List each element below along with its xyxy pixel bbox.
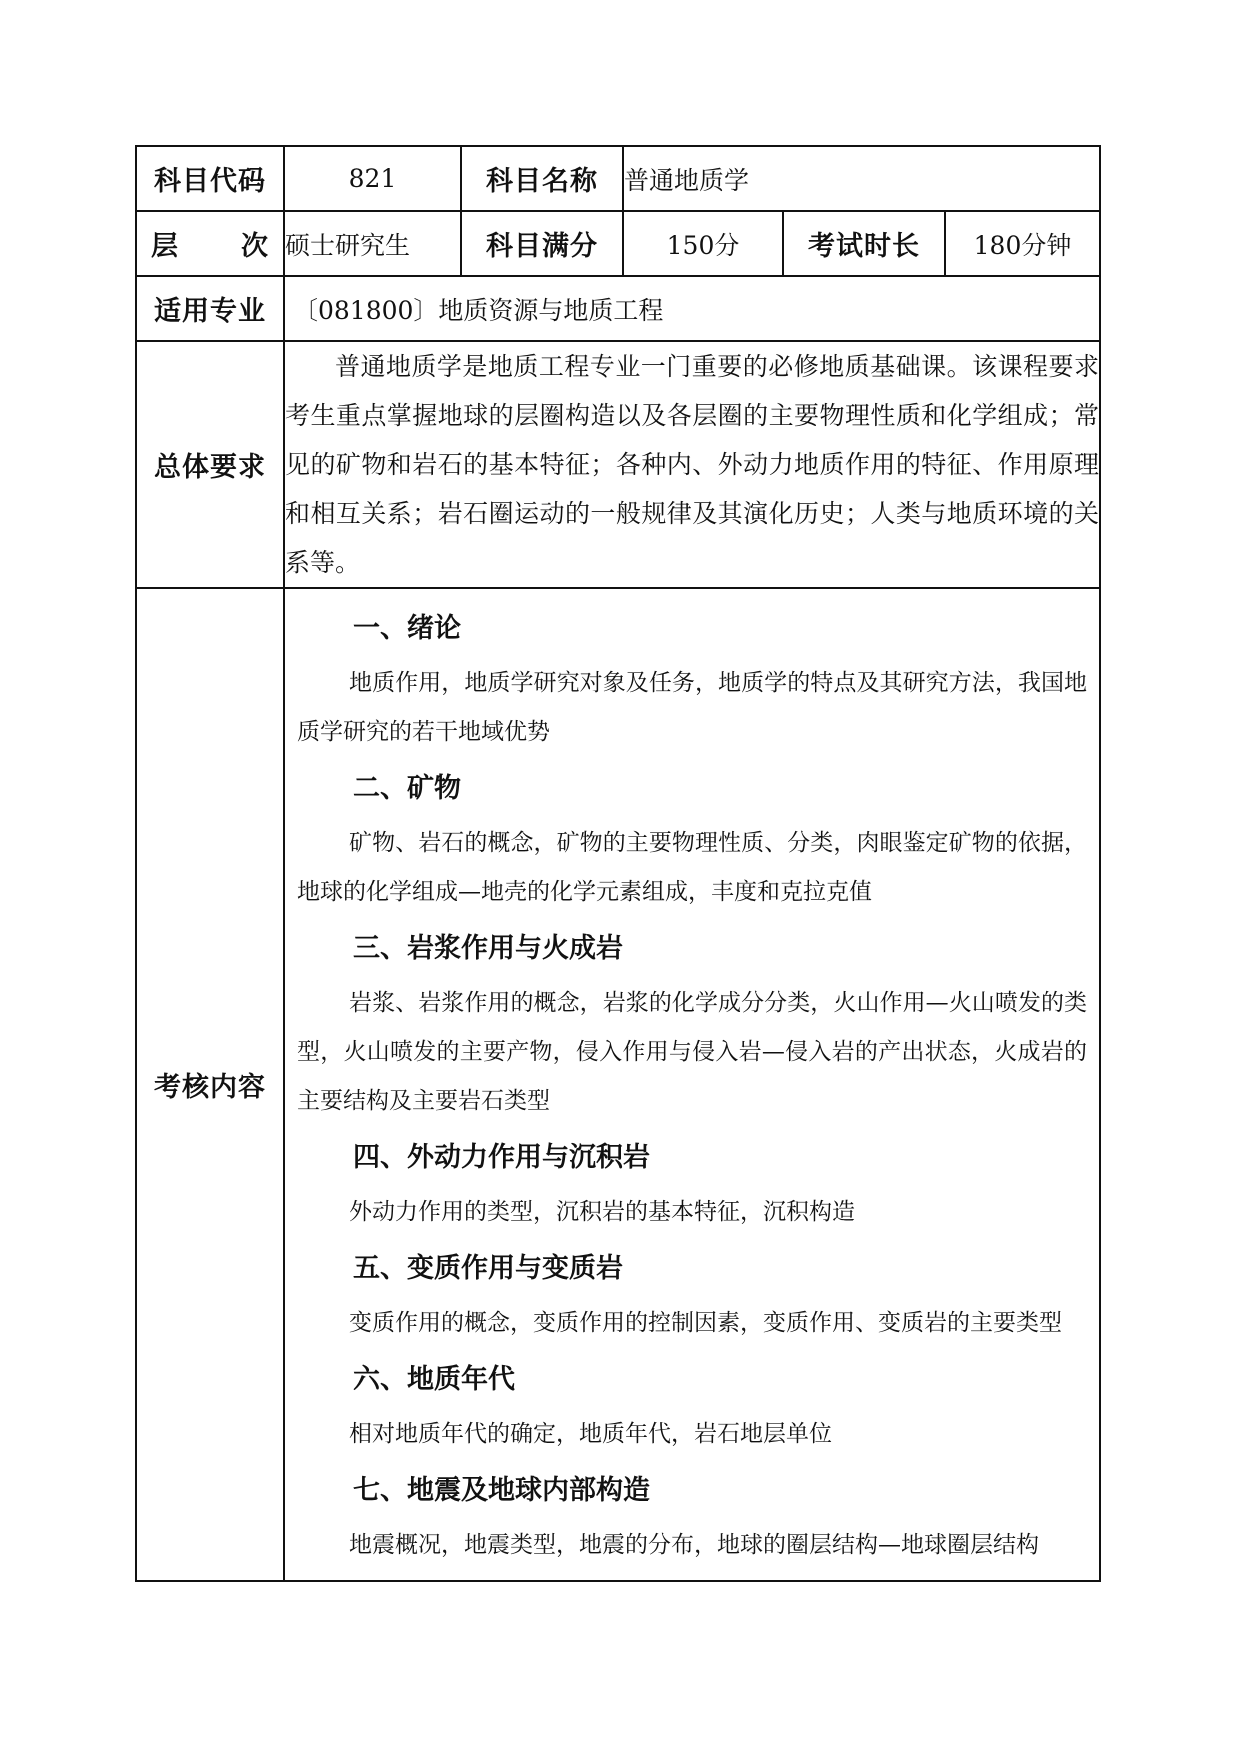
section-title: 一、绪论 bbox=[353, 613, 461, 644]
level-value: 硕士研究生 bbox=[284, 211, 461, 276]
major-label: 适用专业 bbox=[136, 276, 284, 341]
subject-name-value: 普通地质学 bbox=[623, 146, 1100, 211]
content-sections bbox=[284, 588, 1100, 1581]
section-7 bbox=[297, 1469, 1087, 1570]
subject-name-label: 科目名称 bbox=[461, 146, 623, 211]
full-score-label: 科目满分 bbox=[461, 211, 623, 276]
section-5 bbox=[297, 1247, 1087, 1348]
section-title: 五、变质作用与变质岩 bbox=[353, 1253, 623, 1284]
row-subject bbox=[136, 146, 1100, 211]
section-title: 二、矿物 bbox=[353, 773, 461, 804]
section-2 bbox=[297, 767, 1087, 917]
subject-code-label: 科目代码 bbox=[136, 146, 284, 211]
section-body: 地震概况，地震类型，地震的分布，地球的圈层结构—地球圈层结构 bbox=[349, 1532, 1039, 1558]
section-body: 地质作用，地质学研究对象及任务，地质学的特点及其研究方法，我国地质学研究的若干地域优势 bbox=[297, 670, 1088, 745]
major-value: 〔081800〕地质资源与地质工程 bbox=[284, 276, 1100, 341]
exam-info-table bbox=[135, 145, 1101, 1582]
section-title: 四、外动力作用与沉积岩 bbox=[353, 1142, 650, 1173]
section-1 bbox=[297, 607, 1087, 757]
requirements-label: 总体要求 bbox=[136, 341, 284, 588]
section-4 bbox=[297, 1136, 1087, 1237]
requirements-text: 普通地质学是地质工程专业一门重要的必修地质基础课。该课程要求考生重点掌握地球的层圈构造以及各层圈的主要物理性质和化学组成；常见的矿物和岩石的基本特征；各种内、外动力地质作用的特征、作用原理和相互关系；岩石圈运动的一般规律及其演化历史；人类与地质环境的关系等。 bbox=[284, 341, 1100, 588]
row-level bbox=[136, 211, 1100, 276]
section-title: 三、岩浆作用与火成岩 bbox=[353, 933, 623, 964]
duration-value: 180分钟 bbox=[945, 211, 1100, 276]
section-body: 变质作用的概念，变质作用的控制因素，变质作用、变质岩的主要类型 bbox=[349, 1310, 1062, 1336]
duration-label: 考试时长 bbox=[783, 211, 945, 276]
level-label: 层 次 bbox=[136, 211, 284, 276]
section-body: 相对地质年代的确定，地质年代，岩石地层单位 bbox=[349, 1421, 832, 1447]
content-label: 考核内容 bbox=[136, 588, 284, 1581]
section-6 bbox=[297, 1358, 1087, 1459]
subject-code-value: 821 bbox=[284, 146, 461, 211]
full-score-value: 150分 bbox=[623, 211, 783, 276]
section-body: 岩浆、岩浆作用的概念，岩浆的化学成分分类，火山作用—火山喷发的类型，火山喷发的主要产物，侵入作用与侵入岩—侵入岩的产出状态，火成岩的主要结构及主要岩石类型 bbox=[297, 990, 1088, 1114]
row-content bbox=[136, 588, 1100, 1581]
row-requirements bbox=[136, 341, 1100, 588]
section-title: 七、地震及地球内部构造 bbox=[353, 1475, 650, 1506]
row-major bbox=[136, 276, 1100, 341]
section-title: 六、地质年代 bbox=[353, 1364, 515, 1395]
section-3 bbox=[297, 927, 1087, 1126]
section-body: 矿物、岩石的概念，矿物的主要物理性质、分类，肉眼鉴定矿物的依据，地球的化学组成—地壳的化学元素组成，丰度和克拉克值 bbox=[297, 830, 1088, 905]
section-body: 外动力作用的类型，沉积岩的基本特征，沉积构造 bbox=[349, 1199, 855, 1225]
